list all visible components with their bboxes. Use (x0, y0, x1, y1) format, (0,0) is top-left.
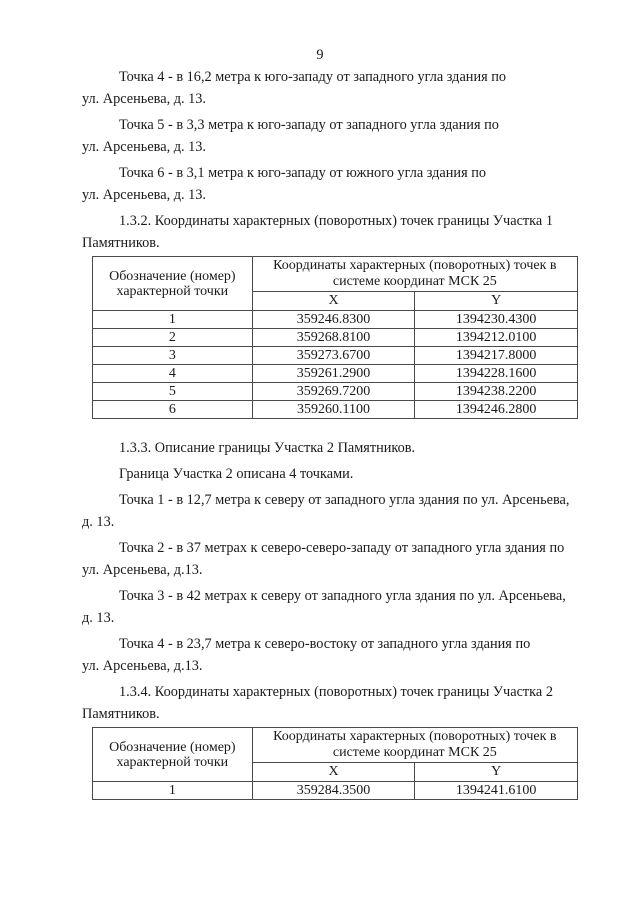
table1-header-label: Обозначение (номер) характерной точки (93, 257, 253, 311)
point-q1-description: Точка 1 - в 12,7 метра к северу от западного угла здания по ул. Арсеньева, д. 13. (82, 492, 570, 530)
row-number: 2 (93, 329, 253, 347)
row-number: 1 (93, 782, 253, 800)
table-row (93, 329, 578, 347)
row-y: 1394230.4300 (415, 311, 578, 329)
row-number: 4 (93, 365, 253, 383)
table1-header-x: X (252, 292, 415, 311)
table2-header-label: Обозначение (номер) характерной точки (93, 728, 253, 782)
table1-header-y: Y (415, 292, 578, 311)
row-y: 1394217.8000 (415, 347, 578, 365)
table2-header-coords: Координаты характерных (поворотных) точек в системе координат МСК 25 (252, 728, 577, 763)
table-row (93, 347, 578, 365)
page-number: 9 (316, 47, 324, 63)
row-y: 1394228.1600 (415, 365, 578, 383)
border-description: Граница Участка 2 описана 4 точками. (119, 466, 354, 482)
row-number: 3 (93, 347, 253, 365)
table2-header-x: X (252, 763, 415, 782)
table-row (93, 365, 578, 383)
coordinates-table-1 (92, 256, 578, 419)
row-y: 1394238.2200 (415, 383, 578, 401)
table-row (93, 311, 578, 329)
row-number: 5 (93, 383, 253, 401)
point-4-description: Точка 4 - в 16,2 метра к юго-западу от западного угла здания по ул. Арсеньева, д. 13. (82, 69, 507, 107)
page-content (82, 66, 588, 800)
row-x: 359269.7200 (252, 383, 415, 401)
row-x: 359246.8300 (252, 311, 415, 329)
point-q4-description: Точка 4 - в 23,7 метра к северо-востоку от западного угла здания по ул. Арсеньева, д.13. (82, 636, 531, 674)
table2-header-y: Y (415, 763, 578, 782)
table-row (93, 383, 578, 401)
section-1-3-4-heading: 1.3.4. Координаты характерных (поворотных) точек границы Участка 2 Памятников. (82, 684, 553, 722)
point-q2-description: Точка 2 - в 37 метрах к северо-северо-западу от западного угла здания по ул. Арсеньева, д.13. (82, 540, 565, 578)
table-row (93, 782, 578, 800)
point-q3-description: Точка 3 - в 42 метрах к северу от западного угла здания по ул. Арсеньева, д. 13. (82, 588, 566, 626)
point-6-description: Точка 6 - в 3,1 метра к юго-западу от южного угла здания по ул. Арсеньева, д. 13. (82, 165, 487, 203)
row-x: 359273.6700 (252, 347, 415, 365)
section-1-3-2-heading: 1.3.2. Координаты характерных (поворотных) точек границы Участка 1 Памятников. (82, 213, 553, 251)
point-5-description: Точка 5 - в 3,3 метра к юго-западу от западного угла здания по ул. Арсеньева, д. 13. (82, 117, 499, 155)
row-number: 6 (93, 401, 253, 419)
table-row (93, 401, 578, 419)
row-y: 1394212.0100 (415, 329, 578, 347)
row-x: 359260.1100 (252, 401, 415, 419)
row-x: 359284.3500 (252, 782, 415, 800)
row-x: 359261.2900 (252, 365, 415, 383)
row-y: 1394241.6100 (415, 782, 578, 800)
table1-header-coords: Координаты характерных (поворотных) точек в системе координат МСК 25 (252, 257, 577, 292)
row-y: 1394246.2800 (415, 401, 578, 419)
row-x: 359268.8100 (252, 329, 415, 347)
section-1-3-3-heading: 1.3.3. Описание границы Участка 2 Памятников. (119, 440, 416, 456)
coordinates-table-2 (92, 727, 578, 800)
row-number: 1 (93, 311, 253, 329)
